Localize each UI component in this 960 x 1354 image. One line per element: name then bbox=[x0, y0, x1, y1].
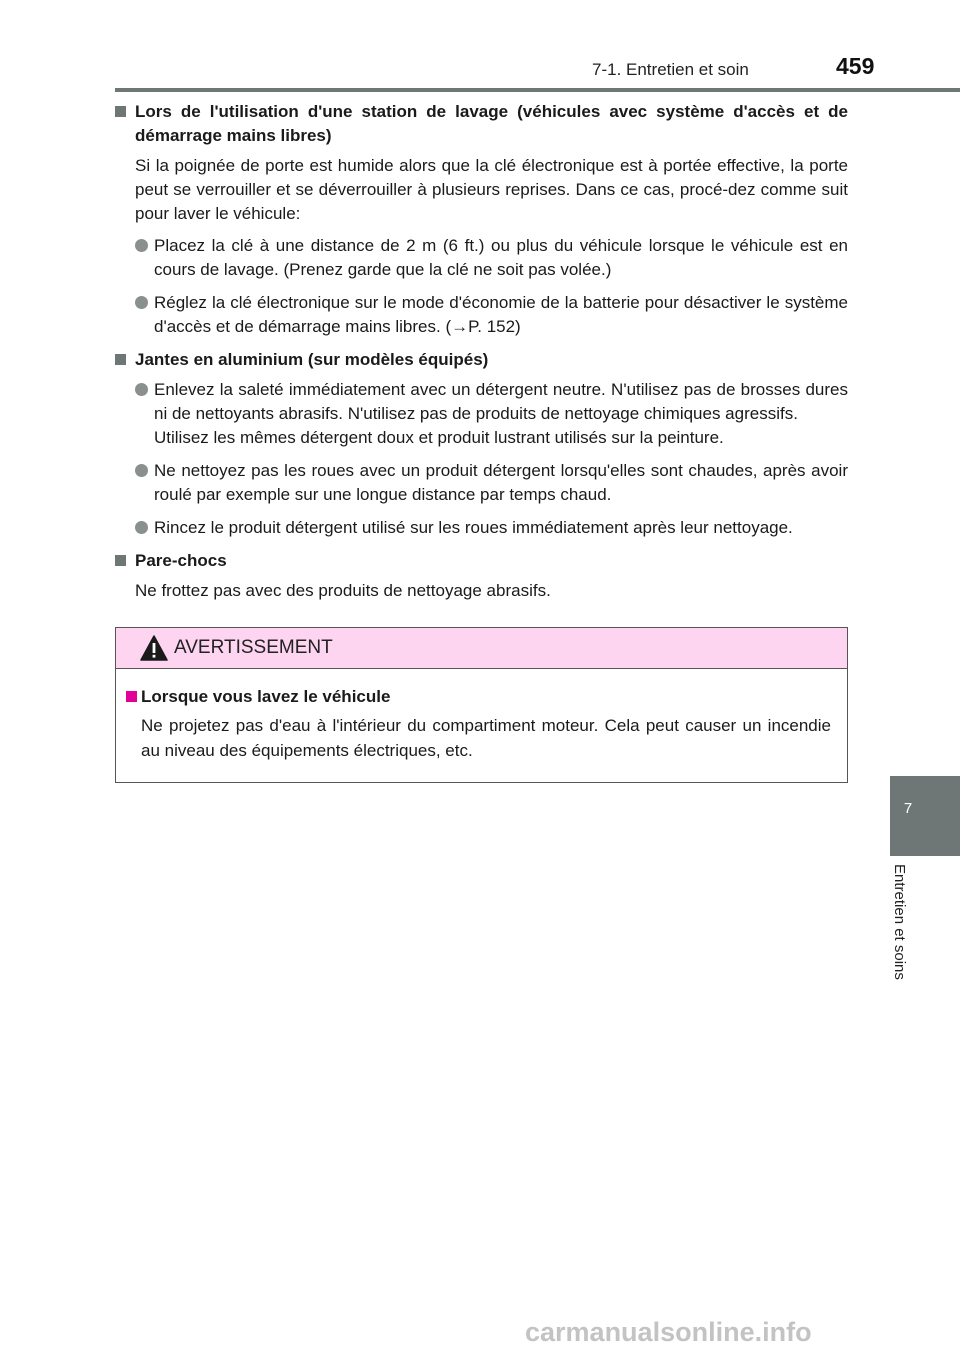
main-content bbox=[115, 100, 848, 611]
section-paragraph: Si la poignée de porte est humide alors que la clé électronique est à portée effective, la porte peut se verrouiller et se déverrouiller à plusieurs reprises. Dans ce cas, procé-dez comme suit pour laver le véhicule: bbox=[135, 156, 848, 223]
circle-bullet-icon bbox=[135, 239, 148, 252]
square-bullet-icon bbox=[115, 555, 126, 566]
warning-body bbox=[126, 684, 831, 763]
chapter-tab[interactable] bbox=[890, 776, 960, 856]
chapter-label-text: Entretien et soins bbox=[891, 864, 908, 980]
circle-bullet-icon bbox=[135, 383, 148, 396]
list-item: Enlevez la saleté immédiatement avec un détergent neutre. N'utilisez pas de brosses dures ni de nettoyants abrasifs. N'utilisez pas de produits de nettoyage chimiques agressifs. Utilisez les mêmes détergent doux et produit lustrant utilisés sur la peinture. bbox=[115, 378, 848, 450]
warning-triangle-icon bbox=[140, 635, 168, 661]
header-rule bbox=[115, 88, 960, 92]
warning-text: Ne projetez pas d'eau à l'intérieur du compartiment moteur. Cela peut causer un incendie au niveau des équipements électriques, etc. bbox=[141, 716, 831, 760]
section-heading: Jantes en aluminium (sur modèles équipés) bbox=[115, 348, 848, 372]
warning-heading: Lorsque vous lavez le véhicule bbox=[126, 684, 831, 709]
square-bullet-icon bbox=[115, 106, 126, 117]
section-paragraph: Ne frottez pas avec des produits de nettoyage abrasifs. bbox=[135, 581, 551, 600]
section-title: 7-1. Entretien et soin bbox=[592, 60, 749, 79]
page-number: 459 bbox=[836, 53, 875, 79]
circle-bullet-icon bbox=[135, 464, 148, 477]
warning-title: AVERTISSEMENT bbox=[174, 637, 333, 658]
chapter-number: 7 bbox=[903, 800, 913, 817]
square-bullet-icon bbox=[115, 354, 126, 365]
list-item: Réglez la clé électronique sur le mode d'économie de la batterie pour désactiver le système d'accès et de démarrage mains libres. (→P. 152) bbox=[115, 291, 848, 339]
chapter-label bbox=[891, 864, 920, 1014]
watermark: carmanualsonline.info bbox=[525, 1317, 812, 1347]
section-heading: Lors de l'utilisation d'une station de lavage (véhicules avec système d'accès et de démarrage mains libres) bbox=[115, 100, 848, 148]
square-bullet-icon bbox=[126, 691, 137, 702]
circle-bullet-icon bbox=[135, 296, 148, 309]
warning-box bbox=[115, 627, 848, 783]
list-item: Rincez le produit détergent utilisé sur les roues immédiatement après leur nettoyage. bbox=[115, 516, 848, 540]
list-item: Placez la clé à une distance de 2 m (6 ft.) ou plus du véhicule lorsque le véhicule est en cours de lavage. (Prenez garde que la clé ne soit pas volée.) bbox=[115, 234, 848, 282]
warning-header bbox=[116, 628, 847, 669]
circle-bullet-icon bbox=[135, 521, 148, 534]
page-header bbox=[0, 0, 960, 90]
list-item: Ne nettoyez pas les roues avec un produit détergent lorsqu'elles sont chaudes, après avoir roulé par exemple sur une longue distance par temps chaud. bbox=[115, 459, 848, 507]
section-heading: Pare-chocs bbox=[115, 549, 848, 573]
